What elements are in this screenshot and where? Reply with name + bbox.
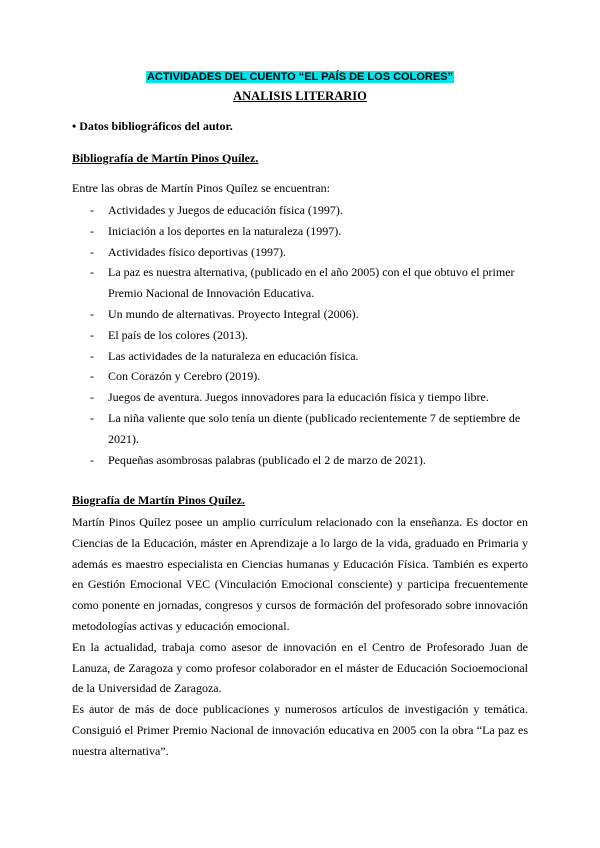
list-item-text: Pequeñas asombrosas palabras (publicado el 2 de marzo de 2021). — [108, 452, 426, 467]
list-item — [72, 242, 532, 263]
list-item-text: Juegos de aventura. Juegos innovadores para la educación física y tiempo libre. — [108, 390, 489, 405]
section-bullet-heading: • Datos bibliográficos del autor. — [72, 119, 233, 133]
dash-marker: - — [90, 203, 94, 217]
dash-marker: - — [90, 390, 94, 405]
list-item — [72, 262, 532, 304]
biography-paragraph: Es autor de más de doce publicaciones y numerosos artículos de investigación y temática. Consiguió el Primer Premio Nacional de innovación educativa en 2005 con la obra “La paz es nuestra alternativa”. — [72, 702, 528, 758]
list-item-text: Actividades físico deportivas (1997). — [108, 244, 286, 259]
dash-marker: - — [90, 327, 94, 342]
list-item — [72, 408, 532, 450]
dash-marker: - — [90, 265, 94, 280]
list-item-text: La niña valiente que solo tenía un diente (publicado recientemente 7 de septiembre de 2021). — [108, 410, 521, 446]
biography-heading: Biografía de Martín Pinos Quílez. — [72, 493, 245, 507]
list-item — [72, 346, 532, 367]
list-item — [72, 221, 532, 242]
dash-marker: - — [90, 452, 94, 467]
list-item — [72, 200, 532, 221]
list-item — [72, 304, 532, 325]
bibliography-intro: Entre las obras de Martín Pinos Quílez se encuentran: — [72, 181, 330, 195]
bibliography-list — [72, 200, 532, 470]
list-item — [72, 325, 532, 346]
dash-marker: - — [90, 244, 94, 259]
biography-paragraph: En la actualidad, trabaja como asesor de innovación en el Centro de Profesorado Juan de Lanuza, de Zaragoza y como profesor colaborador en el máster de Educación Socioemocional de la Universidad de Zaragoza. — [72, 639, 528, 696]
list-item-text: Un mundo de alternativas. Proyecto Integral (2006). — [108, 306, 359, 321]
bibliography-heading: Bibliografía de Martín Pinos Quílez. — [72, 151, 259, 165]
list-item — [72, 366, 532, 387]
list-item-text: Con Corazón y Cerebro (2019). — [108, 369, 261, 384]
dash-marker: - — [90, 348, 94, 363]
list-item-text: El país de los colores (2013). — [108, 327, 248, 342]
list-item-text: Iniciación a los deportes en la naturaleza (1997). — [108, 223, 342, 238]
list-item — [72, 387, 532, 408]
title-highlight: ACTIVIDADES DEL CUENTO “EL PAÍS DE LOS COLORES” — [146, 71, 453, 83]
document-title — [0, 70, 600, 84]
dash-marker: - — [90, 306, 94, 321]
list-item-text: Actividades y Juegos de educación física (1997). — [108, 203, 343, 217]
list-item-text: Las actividades de la naturaleza en educación física. — [108, 348, 359, 363]
list-item — [72, 450, 532, 471]
document-subtitle: ANALISIS LITERARIO — [233, 89, 367, 103]
biography-paragraph: Martín Pinos Quílez posee un amplio currículum relacionado con la enseñanza. Es doctor en Ciencias de la Educación, máster en Aprendizaje a lo largo de la vida, graduado en Primaria y además es maestro especialista en Ciencias humanas y Educación Física. También es experto en Gestión Emocional VEC (Vinculación Emocional consciente) y participa frecuentemente como ponente en jornadas, congresos y cursos de formación del profesorado sobre innovación metodologías activas y educación emocional. — [72, 515, 528, 633]
dash-marker: - — [90, 223, 94, 238]
list-item-text: La paz es nuestra alternativa, (publicado en el año 2005) con el que obtuvo el primer Premio Nacional de Innovación Educativa. — [108, 265, 515, 301]
biography-body — [72, 512, 528, 762]
dash-marker: - — [90, 369, 94, 384]
dash-marker: - — [90, 410, 94, 425]
